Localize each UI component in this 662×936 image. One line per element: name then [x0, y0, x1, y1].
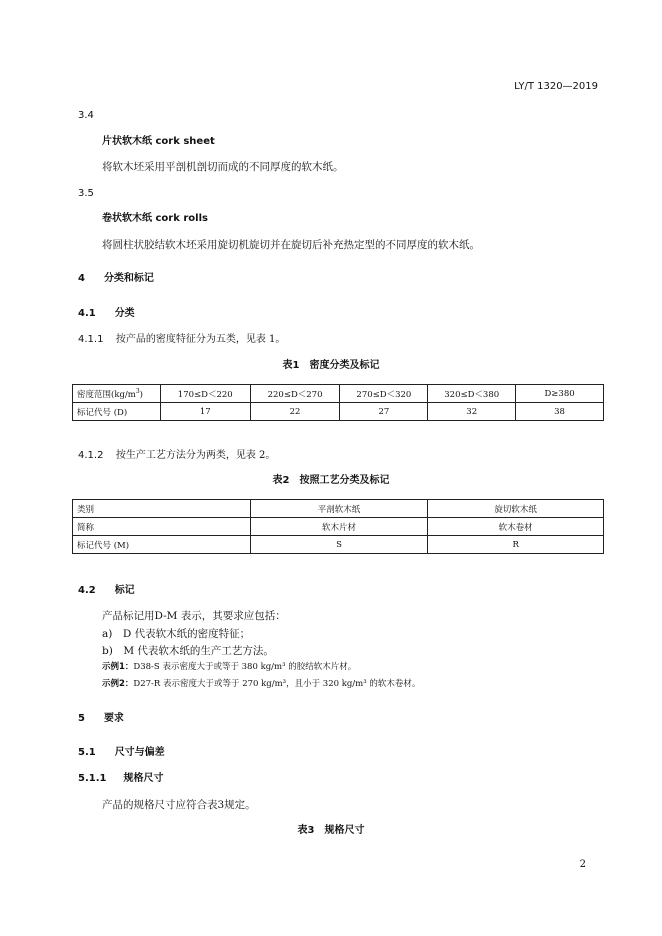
table-cell: 旋切软木纸: [428, 500, 604, 518]
clause-number: 4.1.2: [78, 450, 104, 461]
table-caption: 表1 密度分类及标记: [282, 360, 380, 371]
clause-paragraph: [78, 449, 275, 462]
example-label: 示例2：: [102, 679, 134, 689]
section-heading: [78, 712, 124, 725]
table-cell: 220≤D＜270: [250, 385, 340, 403]
table-cell: 平剖软木纸: [250, 500, 428, 518]
section-title: 规格尺寸: [123, 773, 164, 784]
example-text: D27-R 表示密度大于或等于 270 kg/m³，且小于 320 kg/m³ 的软木卷材。: [133, 679, 421, 689]
table-cell: 170≤D＜220: [160, 385, 250, 403]
section-title: 尺寸与偏差: [114, 747, 165, 758]
table-cell: 320≤D＜380: [428, 385, 516, 403]
table-cell: 27: [340, 403, 428, 421]
term-definition: 将软木坯采用平剖机剖切而成的不同厚度的软木纸。: [102, 161, 344, 173]
marking-intro: 产品标记用D-M 表示，其要求应包括：: [102, 610, 286, 622]
section-heading: [78, 584, 135, 597]
table-cell: 32: [428, 403, 516, 421]
clause-paragraph: [78, 333, 285, 346]
standard-code: LY/T 1320—2019: [514, 81, 598, 92]
section-heading: [78, 772, 163, 785]
density-table: [72, 384, 604, 421]
table-cell: 软木片材: [250, 518, 428, 536]
table-caption: 表3 规格尺寸: [297, 825, 365, 836]
example-text: D38-S 表示密度大于或等于 380 kg/m³ 的胶结软木片材。: [133, 662, 357, 672]
table-cell: 270≤D＜320: [340, 385, 428, 403]
term-title: 片状软木纸 cork sheet: [102, 136, 215, 147]
section-number: 5.1: [78, 747, 96, 758]
clause-text: 按产品的密度特征分为五类，见表 1。: [115, 334, 286, 345]
section-heading: [78, 746, 165, 759]
table-cell: D≥380: [516, 385, 604, 403]
table-row: [73, 518, 604, 536]
table-header-cell: 标记代号 (M): [73, 536, 251, 554]
clause-number: 4.1.1: [78, 334, 104, 345]
section-title: 要求: [103, 713, 124, 724]
term-title: 卷状软木纸 cork rolls: [102, 213, 208, 224]
process-table: [72, 499, 604, 554]
table-header-cell: 类别: [73, 500, 251, 518]
clause-number: 3.4: [78, 110, 94, 121]
clause-text: 按生产工艺方法分为两类，见表 2。: [115, 450, 276, 461]
table-cell: S: [250, 536, 428, 554]
table-row: [73, 500, 604, 518]
section-title: 分类和标记: [103, 273, 154, 284]
section-number: 4.2: [78, 585, 96, 596]
section-heading: [78, 307, 135, 320]
term-definition: 将圆柱状胶结软木坯采用旋切机旋切并在旋切后补充热定型的不同厚度的软木纸。: [102, 239, 480, 251]
table-caption: 表2 按照工艺分类及标记: [272, 475, 390, 486]
page-number: 2: [579, 859, 586, 870]
list-item: b) M 代表软木纸的生产工艺方法。: [102, 645, 274, 657]
clause-number: 3.5: [78, 188, 94, 199]
section-number: 5: [78, 713, 85, 724]
example-line: [102, 661, 356, 673]
table-cell: 22: [250, 403, 340, 421]
section-title: 标记: [114, 585, 135, 596]
table-header-cell: 标记代号 (D): [73, 403, 161, 421]
section-heading: [78, 272, 154, 285]
table-cell: 软木卷材: [428, 518, 604, 536]
table-header-cell: 密度范围$(kg/m^3)$: [73, 385, 161, 403]
clause-text: 产品的规格尺寸应符合表3规定。: [102, 799, 256, 811]
table-row: [73, 536, 604, 554]
example-line: [102, 678, 420, 690]
section-number: 5.1.1: [78, 773, 107, 784]
table-row: [73, 385, 604, 403]
table-cell: 17: [160, 403, 250, 421]
section-number: 4: [78, 273, 85, 284]
list-item: a) D 代表软木纸的密度特征；: [102, 628, 251, 640]
section-number: 4.1: [78, 308, 96, 319]
section-title: 分类: [114, 308, 135, 319]
table-cell: R: [428, 536, 604, 554]
table-cell: 38: [516, 403, 604, 421]
table-header-cell: 简称: [73, 518, 251, 536]
example-label: 示例1：: [102, 662, 134, 672]
table-row: [73, 403, 604, 421]
